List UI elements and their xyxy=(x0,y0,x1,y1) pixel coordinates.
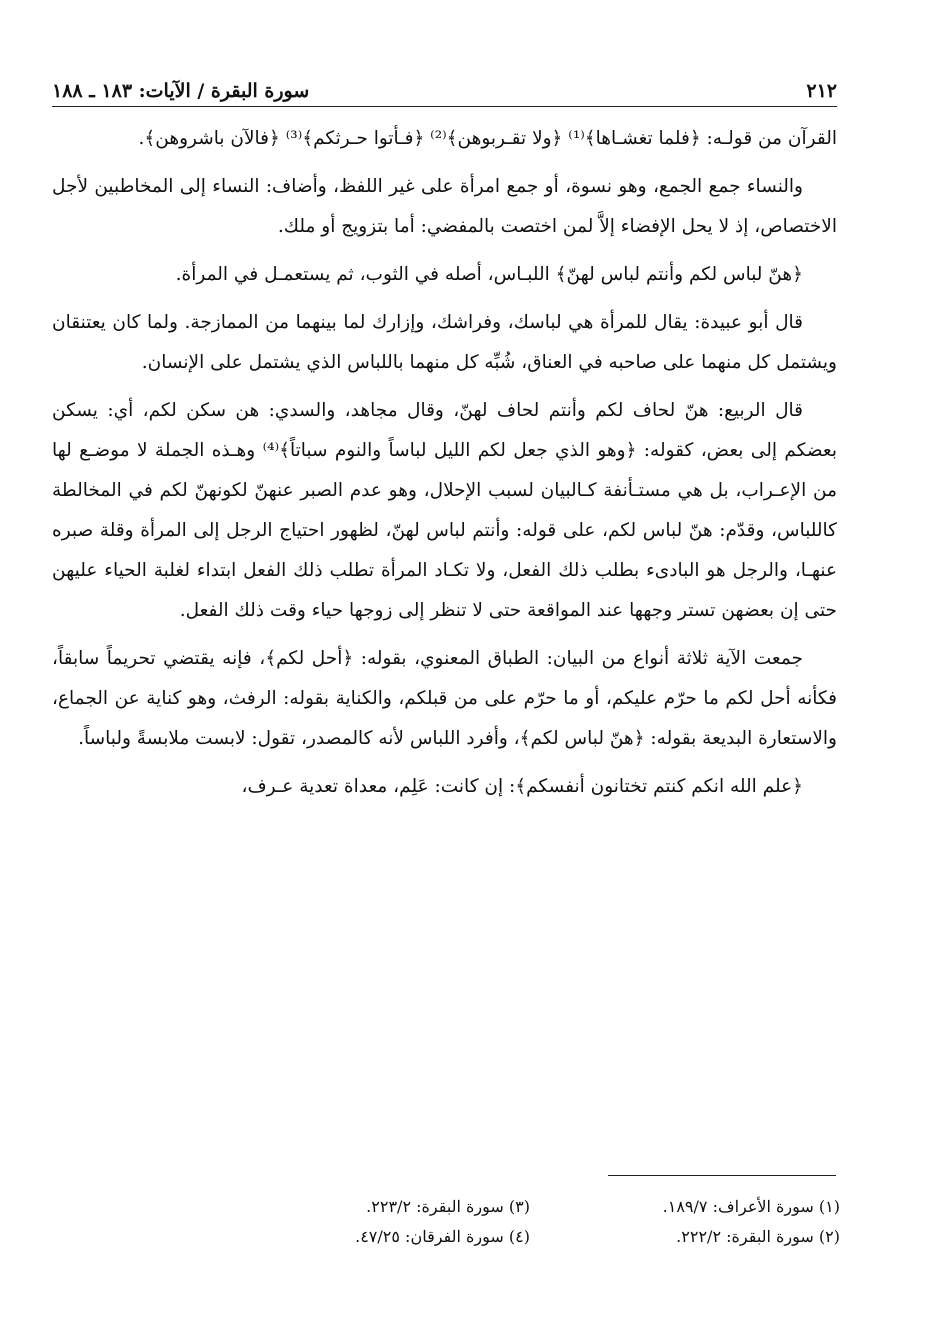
header-title: سورة البقرة / الآيات: ١٨٣ ـ ١٨٨ xyxy=(52,80,310,102)
footnote: (١) سورة الأعراف: ١٨٩/٧. xyxy=(662,1197,840,1216)
page-number: ٢١٢ xyxy=(806,80,837,102)
footnote: (٢) سورة البقرة: ٢٢٢/٢. xyxy=(676,1227,840,1246)
paragraph: قال أبو عبيدة: يقال للمرأة هي لباسك، وفراشك، وإزارك لما بينهما من الممازجة. ولما كان يعتنقان ويشتمل كل منهما على صاحبه في العناق، شُبِّه كل منهما باللباس الذي يشتمل على الإنسان. xyxy=(52,312,837,373)
footnote: (٣) سورة البقرة: ٢٢٣/٢. xyxy=(366,1197,530,1216)
footnotes xyxy=(240,1192,840,1252)
paragraph: جمعت الآية ثلاثة أنواع من البيان: الطباق المعنوي، بقوله: ﴿أحل لكم﴾، فإنه يقتضي تحريماً سابقاً، فكأنه أحل لكم ما حرّم عليكم، أو ما حرّم على من قبلكم، والكناية بقوله: الرفث، وهو كناية عن الجماع، والاستعارة البديعة بقوله: ﴿هنّ لباس لكم﴾، وأفرد اللباس لأنه كالمصدر، تقول: لابست ملابسةً ولباساً. xyxy=(52,648,837,749)
footnote: (٤) سورة الفرقان: ٤٧/٢٥. xyxy=(355,1227,530,1246)
paragraph: والنساء جمع الجمع، وهو نسوة، أو جمع امرأة على غير اللفظ، وأضاف: النساء إلى المخاطبين لأجل الاختصاص، إذ لا يحل الإفضاء إلاَّ لمن اختصت بالمفضي: أما بتزويج أو ملك. xyxy=(52,176,837,237)
paragraph: ﴿هنّ لباس لكم وأنتم لباس لهنّ﴾ اللبـاس، أصله في الثوب، ثم يستعمـل في المرأة. xyxy=(175,264,803,285)
footnote-rule xyxy=(608,1175,836,1176)
page-body xyxy=(52,80,837,815)
running-header xyxy=(52,80,837,107)
paragraph: القرآن من قولـه: ﴿فلما تغشـاها﴾⁽¹⁾ ﴿ولا تقـربوهن﴾⁽²⁾ ﴿فـأتوا حـرثكم﴾⁽³⁾ ﴿فالآن باشروهن﴾. xyxy=(138,128,837,149)
paragraph: قال الربيع: هنّ لحاف لكم وأنتم لحاف لهنّ، وقال مجاهد، والسدي: هن سكن لكم، أي: يسكن بعضكم إلى بعض، كقوله: ﴿وهو الذي جعل لكم الليل لباساً والنوم سباتاً﴾⁽⁴⁾ وهـذه الجملة لا موضـع لها من الإعـراب، بل هي مستـأنفة كـالبيان لسبب الإحلال، وهو عدم الصبر عنهنّ لكونهنّ لكم في المخالطة كاللباس، وقدّم: هنّ لباس لكم، على قوله: وأنتم لباس لهنّ، لظهور احتياج الرجل إلى المرأة وقلة صبره عنهـا، والرجل هو البادىء بطلب ذلك الفعل، ولا تكـاد المرأة تطلب ذلك الفعل ابتداء لغلبة الحياء عليهن حتى إن بعضهن تستر وجهها عند المواقعة حتى لا تنظر إلى زوجها حياء وقت ذلك الفعل. xyxy=(52,400,837,621)
paragraph: ﴿علم الله انكم كنتم تختانون أنفسكم﴾: إن كانت: عَلِم، معداة تعدية عـرف، xyxy=(241,776,803,797)
